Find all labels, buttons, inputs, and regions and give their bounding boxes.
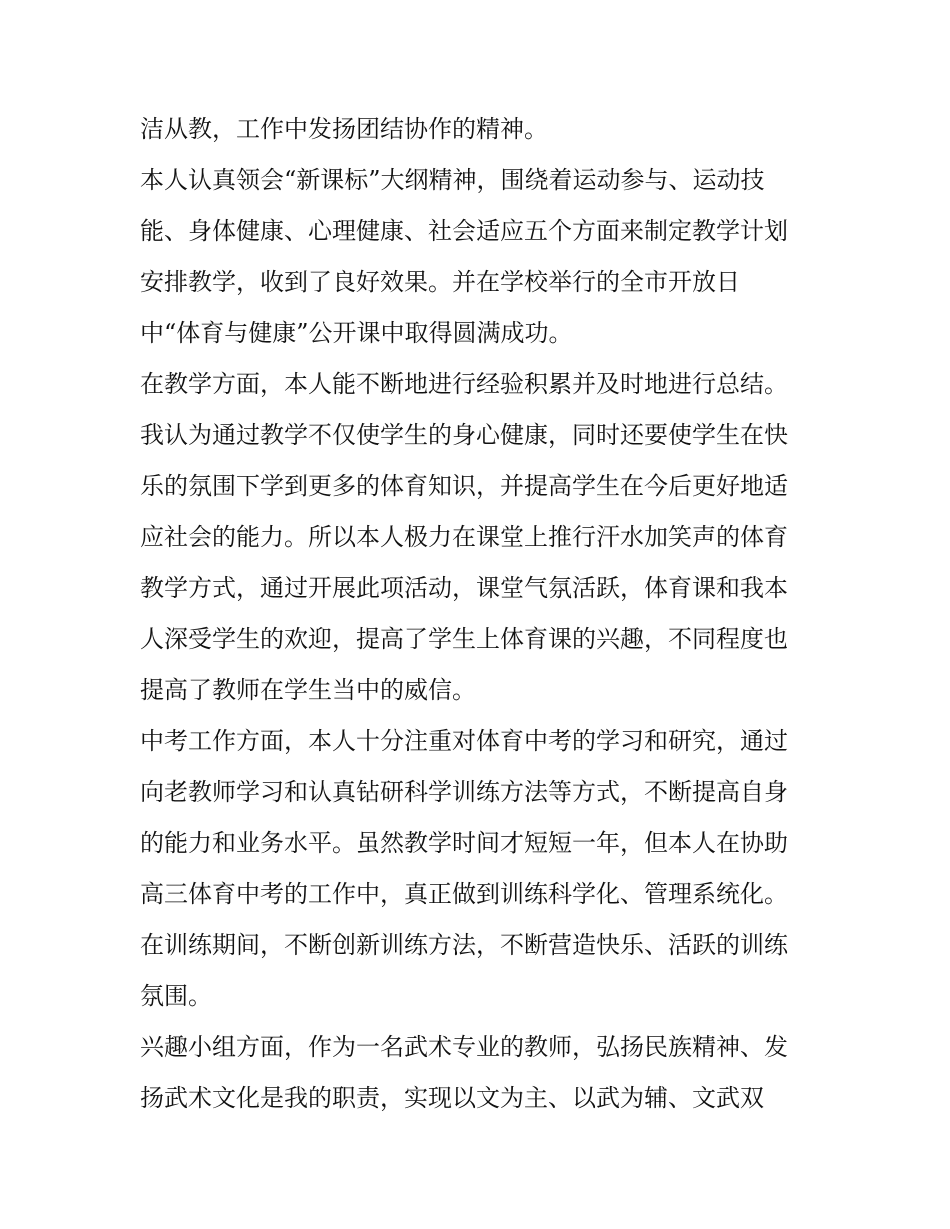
text-line-8: 乐的氛围下学到更多的体育知识，并提高学生在今后更好地适 (140, 472, 788, 500)
text-line-4: 安排教学，收到了良好效果。并在学校举行的全市开放日 (140, 268, 740, 296)
text-line-11: 人深受学生的欢迎，提高了学生上体育课的兴趣，不同程度也 (140, 625, 788, 653)
text-line-20: 扬武术文化是我的职责，实现以文为主、以武为辅、文武双 (140, 1084, 764, 1112)
text-line-3: 能、身体健康、心理健康、社会适应五个方面来制定教学计划 (140, 217, 788, 245)
text-line-17: 在训练期间，不断创新训练方法，不断营造快乐、活跃的训练 (140, 931, 788, 959)
text-line-18: 氛围。 (140, 982, 212, 1010)
text-line-1: 洁从教，工作中发扬团结协作的精神。 (140, 115, 548, 143)
text-line-5: 中“体育与健康”公开课中取得圆满成功。 (140, 319, 573, 347)
text-line-15: 的能力和业务水平。虽然教学时间才短短一年，但本人在协助 (140, 829, 788, 857)
text-line-7: 我认为通过教学不仅使学生的身心健康，同时还要使学生在快 (140, 421, 788, 449)
text-line-9: 应社会的能力。所以本人极力在课堂上推行汗水加笑声的体育 (140, 523, 788, 551)
text-line-12: 提高了教师在学生当中的威信。 (140, 676, 476, 704)
text-line-10: 教学方式，通过开展此项活动，课堂气氛活跃，体育课和我本 (140, 574, 788, 602)
text-line-6: 在教学方面，本人能不断地进行经验积累并及时地进行总结。 (140, 370, 788, 398)
document-body (140, 104, 820, 1124)
text-line-14: 向老教师学习和认真钻研科学训练方法等方式，不断提高自身 (140, 778, 788, 806)
text-line-16: 高三体育中考的工作中，真正做到训练科学化、管理系统化。 (140, 880, 788, 908)
text-line-19: 兴趣小组方面，作为一名武术专业的教师，弘扬民族精神、发 (140, 1033, 788, 1061)
text-line-13: 中考工作方面，本人十分注重对体育中考的学习和研究，通过 (140, 727, 788, 755)
text-line-2: 本人认真领会“新课标”大纲精神，围绕着运动参与、运动技 (140, 166, 765, 194)
